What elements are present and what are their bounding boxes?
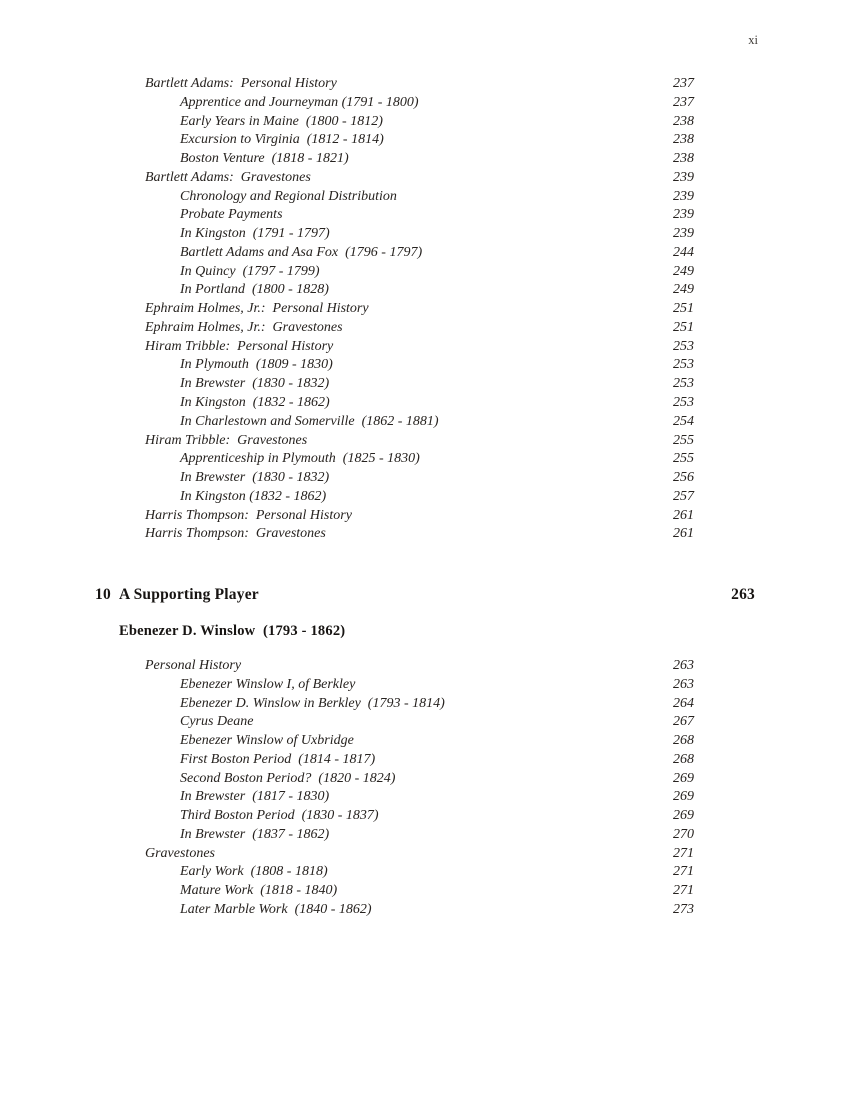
toc-entry-page: 261 — [673, 526, 694, 542]
toc-entry-title: Cyrus Deane — [180, 714, 254, 730]
toc-entry-title: Personal History — [145, 658, 242, 673]
toc-entry-row — [145, 807, 694, 826]
toc-entry-title: Probate Payments — [180, 207, 283, 223]
toc-entry-row — [145, 751, 694, 770]
toc-entry-title: In Portland (1800 - 1828) — [180, 282, 329, 298]
subject-heading: Ebenezer D. Winslow (1793 - 1862) — [119, 623, 346, 639]
toc-entry-row — [145, 169, 694, 188]
toc-entry-row — [145, 356, 694, 375]
toc-entry-title: Hiram Tribble: Gravestones — [145, 432, 308, 448]
toc-entry-title: In Brewster (1830 - 1832) — [180, 376, 330, 392]
toc-entry-title: Early Work (1808 - 1818) — [180, 864, 328, 880]
toc-entry-title: Ephraim Holmes, Jr.: Personal History — [145, 301, 369, 317]
toc-entry-row — [145, 525, 694, 544]
toc-entry-row — [145, 657, 694, 676]
toc-entry-title: Chronology and Regional Distribution — [180, 188, 397, 204]
chapter-title: A Supporting Player — [119, 586, 259, 603]
toc-entry-title: In Brewster (1837 - 1862) — [180, 826, 330, 842]
toc-entry-page: 239 — [673, 188, 694, 204]
toc-entry-page: 268 — [673, 733, 694, 749]
toc-entry-page: 239 — [673, 169, 694, 185]
toc-entry-row — [145, 863, 694, 882]
toc-entry-title: Early Years in Maine (1800 - 1812) — [180, 113, 383, 129]
toc-entry-page: 238 — [673, 113, 694, 129]
toc-entry-row — [145, 94, 694, 113]
toc-entry-page: 256 — [673, 470, 694, 486]
toc-entry-title: In Brewster (1830 - 1832) — [180, 470, 330, 486]
toc-entry-page: 253 — [673, 338, 694, 354]
toc-entry-page: 251 — [673, 319, 694, 335]
toc-entry-row — [145, 845, 694, 864]
toc-entry-row — [145, 488, 694, 507]
toc-entry-title: Later Marble Work (1840 - 1862) — [180, 901, 372, 917]
toc-entry-page: 249 — [673, 263, 694, 279]
toc-entry-row — [145, 432, 694, 451]
toc-entry-title: Gravestones — [145, 845, 215, 861]
toc-entry-row — [145, 788, 694, 807]
toc-entry-title: Excursion to Virginia (1812 - 1814) — [180, 132, 384, 148]
toc-entry-page: 257 — [673, 488, 694, 504]
toc-entry-row — [145, 244, 694, 263]
toc-entry-row — [145, 695, 694, 714]
toc-entry-row — [145, 413, 694, 432]
toc-entry-title: Bartlett Adams: Gravestones — [145, 169, 311, 185]
toc-entry-page: 254 — [673, 413, 694, 429]
toc-entry-title: Second Boston Period? (1820 - 1824) — [180, 770, 396, 786]
toc-entry-page: 264 — [673, 695, 694, 711]
toc-entry-page: 239 — [673, 226, 694, 242]
toc-entry-page: 273 — [673, 901, 694, 917]
toc-entry-title: In Kingston (1832 - 1862) — [180, 488, 327, 504]
toc-entry-page: 244 — [673, 244, 694, 260]
toc-entry-title: Third Boston Period (1830 - 1837) — [180, 808, 379, 824]
toc-entry-page: 268 — [673, 751, 694, 767]
toc-entry-page: 271 — [673, 883, 694, 899]
toc-entry-page: 271 — [673, 845, 694, 861]
toc-entry-title: In Plymouth (1809 - 1830) — [180, 357, 333, 373]
toc-entry-page: 237 — [673, 94, 694, 110]
toc-entry-page: 263 — [673, 658, 694, 673]
toc-entry-row — [145, 188, 694, 207]
toc-entry-page: 271 — [673, 864, 694, 880]
toc-entry-title: Apprenticeship in Plymouth (1825 - 1830) — [180, 451, 420, 467]
toc-entry-title: Mature Work (1818 - 1840) — [180, 883, 338, 899]
toc-entry-row — [145, 713, 694, 732]
toc-entry-row — [145, 131, 694, 150]
toc-entry-title: Ephraim Holmes, Jr.: Gravestones — [145, 319, 343, 335]
toc-entry-page: 238 — [673, 151, 694, 167]
toc-entry-page: 263 — [673, 676, 694, 692]
toc-entry-row — [145, 281, 694, 300]
toc-block-1 — [145, 75, 694, 544]
toc-entry-title: In Charlestown and Somerville (1862 - 1881) — [180, 413, 439, 429]
toc-entry-row — [145, 150, 694, 169]
toc-entry-row — [145, 394, 694, 413]
toc-entry-title: Apprentice and Journeyman (1791 - 1800) — [180, 94, 419, 110]
toc-entry-row — [145, 319, 694, 338]
toc-entry-page: 261 — [673, 507, 694, 523]
toc-entry-page: 238 — [673, 132, 694, 148]
toc-entry-page: 251 — [673, 301, 694, 317]
toc-entry-title: In Quincy (1797 - 1799) — [180, 263, 320, 279]
toc-entry-page: 253 — [673, 357, 694, 373]
toc-entry-title: Ebenezer Winslow I, of Berkley — [180, 676, 356, 692]
chapter-page-number: 263 — [731, 586, 755, 603]
toc-entry-title: In Kingston (1832 - 1862) — [180, 395, 330, 411]
toc-entry-page: 269 — [673, 789, 694, 805]
toc-entry-row — [145, 113, 694, 132]
toc-entry-row — [145, 826, 694, 845]
toc-entry-row — [145, 901, 694, 920]
toc-entry-title: Ebenezer Winslow of Uxbridge — [180, 733, 354, 749]
toc-entry-page: 269 — [673, 770, 694, 786]
toc-entry-page: 269 — [673, 808, 694, 824]
chapter-heading — [95, 584, 755, 605]
toc-entry-title: Boston Venture (1818 - 1821) — [180, 151, 349, 167]
toc-entry-title: In Kingston (1791 - 1797) — [180, 226, 330, 242]
toc-entry-title: Harris Thompson: Personal History — [145, 507, 352, 523]
toc-entry-title: First Boston Period (1814 - 1817) — [180, 751, 376, 767]
toc-entry-row — [145, 676, 694, 695]
toc-entry-title: Ebenezer D. Winslow in Berkley (1793 - 1814) — [180, 695, 445, 711]
page-folio: xi — [748, 33, 758, 47]
toc-entry-page: 255 — [673, 432, 694, 448]
toc-entry-row — [145, 338, 694, 357]
toc-entry-page: 255 — [673, 451, 694, 467]
toc-entry-title: In Brewster (1817 - 1830) — [180, 789, 330, 805]
toc-entry-page: 237 — [673, 76, 694, 91]
toc-entry-title: Hiram Tribble: Personal History — [145, 338, 334, 354]
toc-entry-row — [145, 732, 694, 751]
toc-entry-row — [145, 263, 694, 282]
toc-entry-page: 239 — [673, 207, 694, 223]
toc-entry-row — [145, 225, 694, 244]
toc-entry-page: 249 — [673, 282, 694, 298]
toc-entry-title: Bartlett Adams: Personal History — [145, 76, 337, 91]
toc-entry-row — [145, 507, 694, 526]
toc-entry-row — [145, 375, 694, 394]
toc-entry-page: 270 — [673, 826, 694, 842]
toc-entry-row — [145, 300, 694, 319]
toc-entry-title: Bartlett Adams and Asa Fox (1796 - 1797) — [180, 244, 423, 260]
toc-entry-row — [145, 450, 694, 469]
toc-entry-page: 253 — [673, 395, 694, 411]
chapter-number: 10 — [95, 586, 111, 603]
toc-entry-row — [145, 770, 694, 789]
toc-entry-row — [145, 469, 694, 488]
toc-block-2 — [145, 657, 694, 920]
toc-entry-page: 253 — [673, 376, 694, 392]
toc-entry-row — [145, 75, 694, 94]
toc-entry-page: 267 — [673, 714, 694, 730]
toc-entry-row — [145, 882, 694, 901]
toc-entry-row — [145, 206, 694, 225]
toc-entry-title: Harris Thompson: Gravestones — [145, 526, 326, 542]
